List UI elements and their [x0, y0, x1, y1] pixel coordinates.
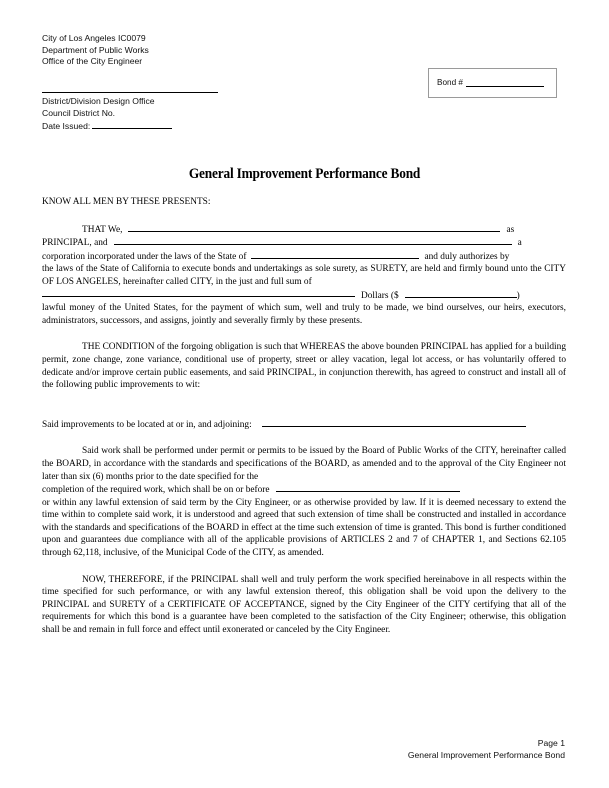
corporation-incorporated-label: corporation incorporated under the laws of the State of	[42, 251, 247, 262]
document-body	[42, 196, 566, 637]
bond-number-blank[interactable]	[466, 78, 544, 87]
district-office-label: District/Division Design Office	[42, 96, 155, 106]
principal-and-line	[42, 236, 566, 250]
agency-line-2: Department of Public Works	[42, 44, 149, 55]
completion-date-line	[42, 483, 566, 497]
agency-line-3: Office of the City Engineer	[42, 56, 143, 67]
principal-and-label: PRINCIPAL, and	[42, 238, 108, 249]
know-all-men-line: KNOW ALL MEN BY THESE PRESENTS:	[42, 197, 211, 207]
footer-page-number: Page 1	[537, 738, 565, 748]
bond-number-label: Bond #	[437, 78, 463, 87]
footer-document-name: General Improvement Performance Bond	[407, 750, 565, 760]
bond-number-row	[437, 78, 544, 87]
agency-header	[42, 33, 149, 68]
that-we-label: THAT We,	[82, 224, 123, 235]
principal-name-blank[interactable]	[128, 223, 500, 232]
state-blank[interactable]	[251, 250, 419, 259]
a-label: a	[517, 238, 522, 249]
district-divider	[42, 92, 218, 93]
completion-prefix-label: completion of the required work, which shall be on or before	[42, 485, 270, 496]
date-issued-blank[interactable]	[92, 120, 172, 129]
dollars-close-paren: )	[516, 290, 520, 301]
duly-authorizes-label: and duly authorizes by	[424, 251, 510, 262]
page-title: General Improvement Performance Bond	[188, 166, 421, 182]
sum-words-blank[interactable]	[42, 288, 355, 297]
date-issued-label: Date Issued:	[42, 120, 91, 131]
that-we-line	[42, 223, 566, 237]
said-improvements-line	[42, 418, 566, 432]
dollars-label: Dollars ($	[361, 290, 399, 301]
condition-paragraph: THE CONDITION of the forgoing obligation is such that WHEREAS the above bounden PRINCIPAL has applied for a building permit, zone change, zone variance, conditional use of property, street or alley vacation, legal lot access, or has voluntarily offered to dedicate and/or improve certain public easements, and said PRINCIPAL, in conjunction therewith, has agreed to construct and install all of the following public improvements to wit:	[42, 342, 566, 391]
sum-dollars-line	[42, 289, 566, 303]
agency-line-1: City of Los Angeles IC0079	[42, 33, 146, 43]
sum-figures-blank[interactable]	[405, 289, 517, 298]
date-issued-row	[42, 120, 172, 133]
surety-name-blank[interactable]	[114, 236, 512, 245]
surety-paragraph: the laws of the State of California to execute bonds and undertakings as sole surety, as SURETY, are held and firmly bound unto the CITY OF LOS ANGELES, hereinafter called CITY, in the just and full sum of	[42, 264, 566, 287]
now-therefore-paragraph: NOW, THEREFORE, if the PRINCIPAL shall well and truly perform the work specified hereinabove in all respects within the time specified for such performance, or with any lawful extension thereof, this obligation shall be void upon the delivery to the PRINCIPAL and SURETY of a CERTIFICATE OF ACCEPTANCE, signed by the City Engineer of the CITY certifying that all of the requirements for which this bond is a guarantee have been completed to the satisfaction of the City Engineer; otherwise, this obligation shall be and remain in full force and effect until exonerated or canceled by the City Engineer.	[42, 574, 566, 636]
council-district-label: Council District No.	[42, 107, 116, 118]
as-label: as	[506, 224, 515, 235]
said-work-paragraph: Said work shall be performed under permit or permits to be issued by the Board of Public Works of the CITY, hereinafter called the BOARD, in accordance with the standards and specifications of the BOARD, as amended and to the approval of the City Engineer not later than six (6) months prior to the date specified for the	[42, 446, 566, 482]
completion-date-blank[interactable]	[276, 483, 460, 492]
bond-number-box[interactable]	[428, 68, 557, 98]
page-footer	[408, 737, 565, 761]
lawful-money-paragraph: lawful money of the United States, for the payment of which sum, well and truly to be made, we bind ourselves, our heirs, executors, administrators, successors, and assigns, jointly and severally firmly by these presents.	[42, 303, 566, 326]
district-block	[42, 96, 172, 132]
said-improvements-label: Said improvements to be located at or in, and adjoining:	[42, 419, 252, 430]
improvements-location-blank[interactable]	[262, 418, 526, 427]
corporation-state-line	[42, 250, 566, 264]
extension-paragraph: or within any lawful extension of said term by the City Engineer, or as otherwise provided by law. If it is deemed necessary to extend the time within to complete said work, it is understood and agreed that such extension of time shall be constructed and installed in accordance with the standards and specifications of the BOARD in effect at the time such extension of time is granted. This bond is further conditioned upon and guarantees due compliance with all of the applicable provisions of ARTICLES 2 and 7 of CHAPTER 1, and Sections 62.105 through 62,118, inclusive, of the Municipal Code of the CITY, as amended.	[42, 497, 566, 559]
